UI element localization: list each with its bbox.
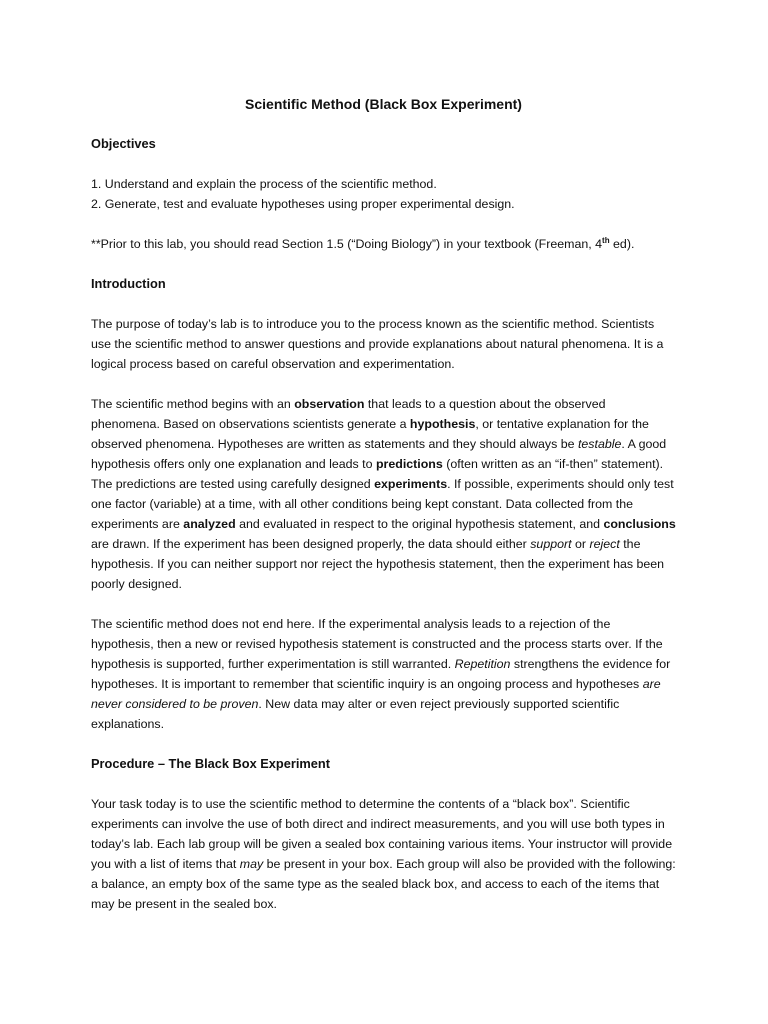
intro-paragraph-3: The scientific method does not end here. If the experimental analysis leads to a rejection of the hypothesis, then a new or revised hypothesis statement is constructed and the process starts over. If the hypothesis is supported, further experimentation is still warranted. Repetition strengthens the evidence for hypotheses. It is important to remember that scientific inquiry is an ongoing process and hypotheses are never considered to be proven. New data may alter or even reject previously supported scientific explanations. xyxy=(91,617,671,731)
procedure-heading: Procedure – The Black Box Experiment xyxy=(91,756,330,771)
emphasis-reject: reject xyxy=(589,537,620,551)
keyword-analyzed: analyzed xyxy=(183,517,236,531)
emphasis-testable: testable xyxy=(577,437,622,451)
objectives-list xyxy=(91,174,676,214)
prior-note-superscript: th xyxy=(602,235,610,245)
keyword-experiments: experiments xyxy=(374,477,448,491)
keyword-observation: observation xyxy=(294,397,365,411)
emphasis-repetition: Repetition xyxy=(454,657,511,671)
intro-paragraph-2: The scientific method begins with an observation that leads to a question about the observed phenomena. Based on observations scientists generate a hypothesis, or tentative explanation for the observed phenomena. Hypotheses are written as statements and they should always be testable. A good hypothesis offers only one explanation and leads to predictions (often written as an “if-then” statement). The predictions are tested using carefully designed experiments. If possible, experiments should only test one factor (variable) at a time, with all other conditions being kept constant. Data collected from the experiments are analyzed and evaluated in respect to the original hypothesis statement, and conclusions are drawn. If the experiment has been designed properly, the data should either support or reject the hypothesis. If you can neither support nor reject the hypothesis statement, then the experiment has been poorly designed. xyxy=(91,397,676,591)
document-title: Scientific Method (Black Box Experiment) xyxy=(245,96,522,112)
emphasis-never-proven: are never considered to be proven xyxy=(91,677,661,711)
objective-item: 1. Understand and explain the process of the scientific method. xyxy=(91,177,437,191)
prior-note-text: **Prior to this lab, you should read Section 1.5 (“Doing Biology”) in your textbook (Freeman, 4 xyxy=(91,237,603,251)
objective-item: 2. Generate, test and evaluate hypotheses using proper experimental design. xyxy=(91,197,515,211)
emphasis-may: may xyxy=(239,857,264,871)
intro-paragraph-1: The purpose of today’s lab is to introduce you to the process known as the scientific method. Scientists use the scientific method to answer questions and provide explanations about natural phenomena. It is a logical process based on careful observation and experimentation. xyxy=(91,317,664,371)
procedure-paragraph-1: Your task today is to use the scientific method to determine the contents of a “black box”. Scientific experiments can involve the use of both direct and indirect measurements, and you will use both types in today’s lab. Each lab group will be given a sealed box containing various items. Your instructor will provide you with a list of items that may be present in your box. Each group will also be provided with the following: a balance, an empty box of the same type as the sealed black box, and access to each of the items that may be present in the sealed box. xyxy=(91,797,676,911)
prior-reading-note xyxy=(91,234,676,254)
objectives-heading: Objectives xyxy=(91,136,156,151)
keyword-conclusions: conclusions xyxy=(603,517,676,531)
emphasis-support: support xyxy=(530,537,572,551)
keyword-hypothesis: hypothesis xyxy=(409,417,476,431)
keyword-predictions: predictions xyxy=(375,457,443,471)
prior-note-end: ed). xyxy=(609,237,635,251)
introduction-heading: Introduction xyxy=(91,276,166,291)
